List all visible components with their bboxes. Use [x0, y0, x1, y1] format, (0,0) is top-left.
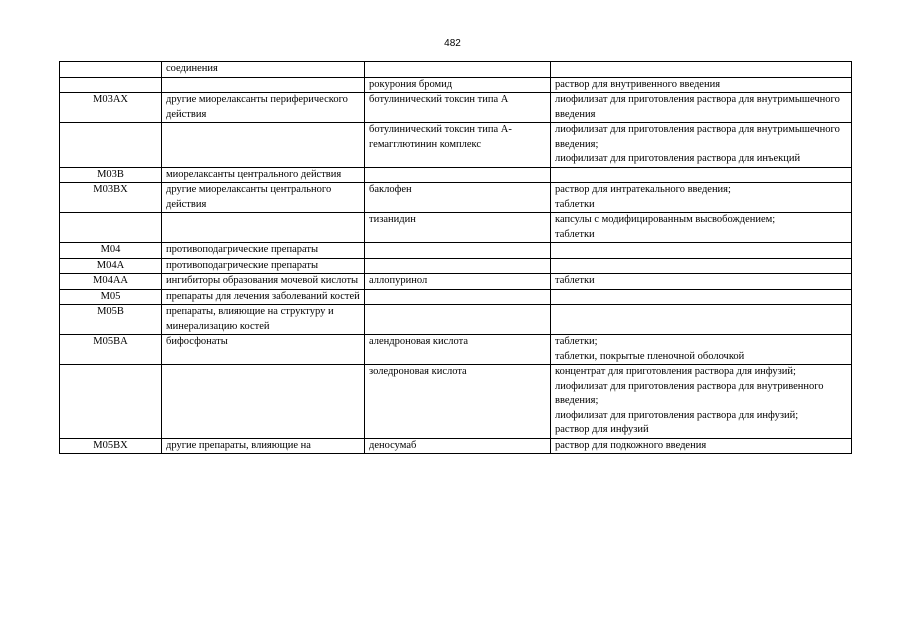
group-name-cell: противоподагрические препараты — [162, 258, 365, 274]
dosage-form-line: раствор для внутривенного введения — [555, 78, 721, 90]
table-row — [60, 438, 852, 454]
dosage-form-line: раствор для инфузий — [555, 424, 649, 435]
group-name-cell: другие препараты, влияющие на — [162, 438, 365, 454]
dosage-form-cell — [551, 167, 852, 183]
drug-name-cell: рокурония бромид — [365, 77, 551, 93]
table-row — [60, 335, 852, 365]
dosage-form-line: таблетки — [555, 228, 595, 240]
drug-name-cell — [365, 167, 551, 183]
drug-name-cell: деносумаб — [365, 438, 551, 454]
table-row — [60, 183, 852, 213]
atc-code-cell: M05BA — [60, 335, 162, 365]
atc-code-cell: M04 — [60, 243, 162, 259]
drug-name-cell: тизанидин — [365, 213, 551, 243]
group-name-cell: бифосфонаты — [162, 335, 365, 365]
table-row — [60, 365, 852, 439]
drug-name-cell — [365, 289, 551, 305]
atc-code-cell — [60, 123, 162, 168]
group-name-cell: другие миорелаксанты центрального действия — [162, 183, 365, 213]
drug-name-cell: аллопуринол — [365, 274, 551, 290]
dosage-form-cell — [551, 243, 852, 259]
atc-code-cell: M05BX — [60, 438, 162, 454]
table-row — [60, 123, 852, 168]
dosage-form-cell — [551, 274, 852, 290]
atc-code-cell: M03AX — [60, 93, 162, 123]
dosage-form-cell — [551, 183, 852, 213]
atc-code-cell — [60, 62, 162, 78]
atc-code-cell: M03B — [60, 167, 162, 183]
dosage-form-cell — [551, 335, 852, 365]
atc-code-cell: M04A — [60, 258, 162, 274]
drug-name-cell — [365, 62, 551, 78]
dosage-form-cell — [551, 213, 852, 243]
page-number: 482 — [444, 38, 461, 49]
drug-name-cell: ботулинический токсин типа А — [365, 93, 551, 123]
group-name-cell: препараты для лечения заболеваний костей — [162, 289, 365, 305]
dosage-form-line: таблетки; — [555, 336, 598, 347]
dosage-form-cell — [551, 123, 852, 168]
drug-name-cell: баклофен — [365, 183, 551, 213]
dosage-form-line: раствор для интратекального введения; — [555, 184, 731, 195]
dosage-form-line: концентрат для приготовления раствора для инфузий; — [555, 366, 796, 377]
atc-code-cell: M05B — [60, 305, 162, 335]
dosage-form-line: лиофилизат для приготовления раствора для инъекций — [555, 153, 801, 164]
drug-table — [59, 61, 852, 454]
group-name-cell — [162, 123, 365, 168]
dosage-form-line: лиофилизат для приготовления раствора для внутривенного введения; — [555, 380, 824, 406]
group-name-cell — [162, 77, 365, 93]
table-row — [60, 258, 852, 274]
dosage-form-cell — [551, 289, 852, 305]
table-row — [60, 289, 852, 305]
atc-code-cell: M03BX — [60, 183, 162, 213]
table-row — [60, 274, 852, 290]
drug-name-cell — [365, 258, 551, 274]
atc-code-cell — [60, 213, 162, 243]
dosage-form-line: лиофилизат для приготовления раствора для внутримышечного введения; — [555, 124, 840, 150]
table-row — [60, 167, 852, 183]
dosage-form-cell — [551, 93, 852, 123]
atc-code-cell — [60, 365, 162, 439]
dosage-form-cell — [551, 62, 852, 78]
drug-name-cell — [365, 305, 551, 335]
group-name-cell: другие миорелаксанты периферического действия — [162, 93, 365, 123]
dosage-form-cell — [551, 365, 852, 439]
dosage-form-line: таблетки, покрытые пленочной оболочкой — [555, 350, 745, 362]
table-row — [60, 305, 852, 335]
atc-code-cell: M05 — [60, 289, 162, 305]
group-name-cell — [162, 365, 365, 439]
group-name-cell: миорелаксанты центрального действия — [162, 167, 365, 183]
dosage-form-cell — [551, 258, 852, 274]
group-name-cell: ингибиторы образования мочевой кислоты — [162, 274, 365, 290]
drug-name-cell: ботулинический токсин типа А-гемагглютинин комплекс — [365, 123, 551, 168]
dosage-form-line: таблетки — [555, 275, 595, 286]
group-name-cell: противоподагрические препараты — [162, 243, 365, 259]
atc-code-cell — [60, 77, 162, 93]
dosage-form-cell — [551, 305, 852, 335]
atc-code-cell: M04AA — [60, 274, 162, 290]
table-row — [60, 62, 852, 78]
table-row — [60, 243, 852, 259]
table-row — [60, 77, 852, 93]
dosage-form-line: лиофилизат для приготовления раствора для инфузий; — [555, 409, 799, 421]
group-name-cell: соединения — [162, 62, 365, 78]
drug-name-cell: золедроновая кислота — [365, 365, 551, 439]
table-row — [60, 213, 852, 243]
group-name-cell: препараты, влияющие на структуру и минерализацию костей — [162, 305, 365, 335]
dosage-form-line: таблетки — [555, 198, 595, 210]
drug-table-body — [60, 62, 852, 454]
dosage-form-cell — [551, 438, 852, 454]
table-row — [60, 93, 852, 123]
group-name-cell — [162, 213, 365, 243]
drug-name-cell: алендроновая кислота — [365, 335, 551, 365]
dosage-form-line: лиофилизат для приготовления раствора для внутримышечного введения — [555, 94, 840, 120]
drug-name-cell — [365, 243, 551, 259]
dosage-form-cell — [551, 77, 852, 93]
dosage-form-line: капсулы с модифицированным высвобождением; — [555, 214, 776, 225]
dosage-form-line: раствор для подкожного введения — [555, 439, 707, 451]
